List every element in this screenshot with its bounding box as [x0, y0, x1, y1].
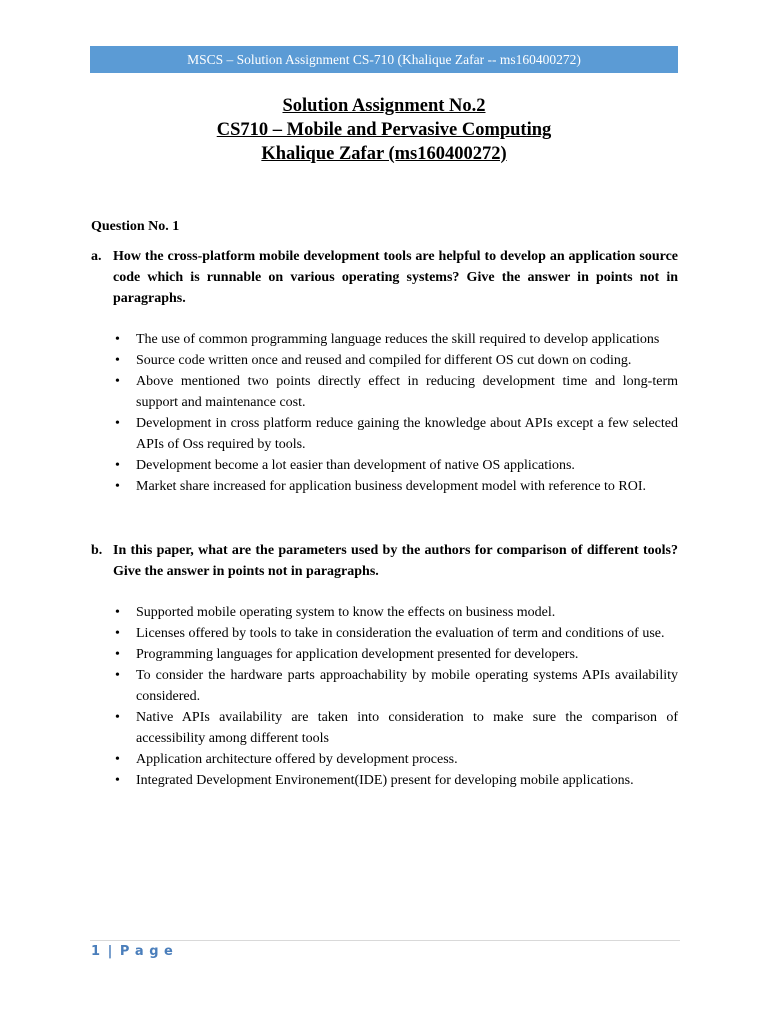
bullet-icon: •	[115, 605, 120, 620]
list-item: • Above mentioned two points directly effect in reducing development time and long-term support and maintenance cost.	[113, 371, 678, 413]
list-item: • Source code written once and reused and compiled for different OS cut down on coding.	[113, 350, 678, 371]
bullet-icon: •	[115, 752, 120, 767]
bullet-icon: •	[115, 668, 120, 683]
title-line-2: CS710 – Mobile and Pervasive Computing	[216, 120, 552, 140]
page-label: P a g e	[119, 944, 174, 959]
question-a	[91, 246, 678, 309]
list-item: • Application architecture offered by development process.	[113, 749, 678, 770]
bullet-icon: •	[115, 353, 120, 368]
title-line-1: Solution Assignment No.2	[282, 96, 486, 116]
bullet-icon: •	[115, 332, 120, 347]
document-header: MSCS – Solution Assignment CS-710 (Khalique Zafar -- ms160400272)	[90, 46, 678, 73]
bullet-icon: •	[115, 416, 120, 431]
list-item: • Development become a lot easier than development of native OS applications.	[113, 455, 678, 476]
question-b	[91, 540, 678, 582]
page-number: 1	[91, 944, 101, 959]
footer-separator: |	[107, 944, 113, 959]
question-a-letter: a.	[91, 249, 102, 264]
question-heading: Question No. 1	[91, 219, 180, 234]
list-item: • The use of common programming language reduces the skill required to develop applications	[113, 329, 678, 350]
bullet-icon: •	[115, 773, 120, 788]
list-item: • Licenses offered by tools to take in consideration the evaluation of term and conditions of use.	[113, 623, 678, 644]
title-line-3: Khalique Zafar (ms160400272)	[261, 144, 507, 164]
bullet-icon: •	[115, 647, 120, 662]
bullet-icon: •	[115, 458, 120, 473]
answer-b-list	[113, 602, 678, 791]
question-b-letter: b.	[91, 543, 103, 558]
list-item: • Native APIs availability are taken into consideration to make sure the comparison of accessibility among different tools	[113, 707, 678, 749]
footer-divider	[90, 940, 680, 941]
list-item: • Development in cross platform reduce gaining the knowledge about APIs except a few selected APIs of Oss required by tools.	[113, 413, 678, 455]
question-b-text: In this paper, what are the parameters used by the authors for comparison of different tools? Give the answer in points not in paragraphs.	[113, 543, 678, 579]
question-a-text: How the cross-platform mobile development tools are helpful to develop an application source code which is runnable on various operating systems? Give the answer in points not in paragraphs.	[113, 249, 678, 306]
list-item: • Supported mobile operating system to know the effects on business model.	[113, 602, 678, 623]
list-item: • Market share increased for application business development model with reference to ROI.	[113, 476, 678, 497]
bullet-icon: •	[115, 374, 120, 389]
bullet-icon: •	[115, 710, 120, 725]
list-item: • Programming languages for application development presented for developers.	[113, 644, 678, 665]
document-title-block	[0, 94, 768, 166]
list-item: • To consider the hardware parts approachability by mobile operating systems APIs availability considered.	[113, 665, 678, 707]
answer-a-list	[113, 329, 678, 497]
list-item: • Integrated Development Environement(IDE) present for developing mobile applications.	[113, 770, 678, 791]
bullet-icon: •	[115, 626, 120, 641]
bullet-icon: •	[115, 479, 120, 494]
page-footer	[91, 942, 173, 962]
